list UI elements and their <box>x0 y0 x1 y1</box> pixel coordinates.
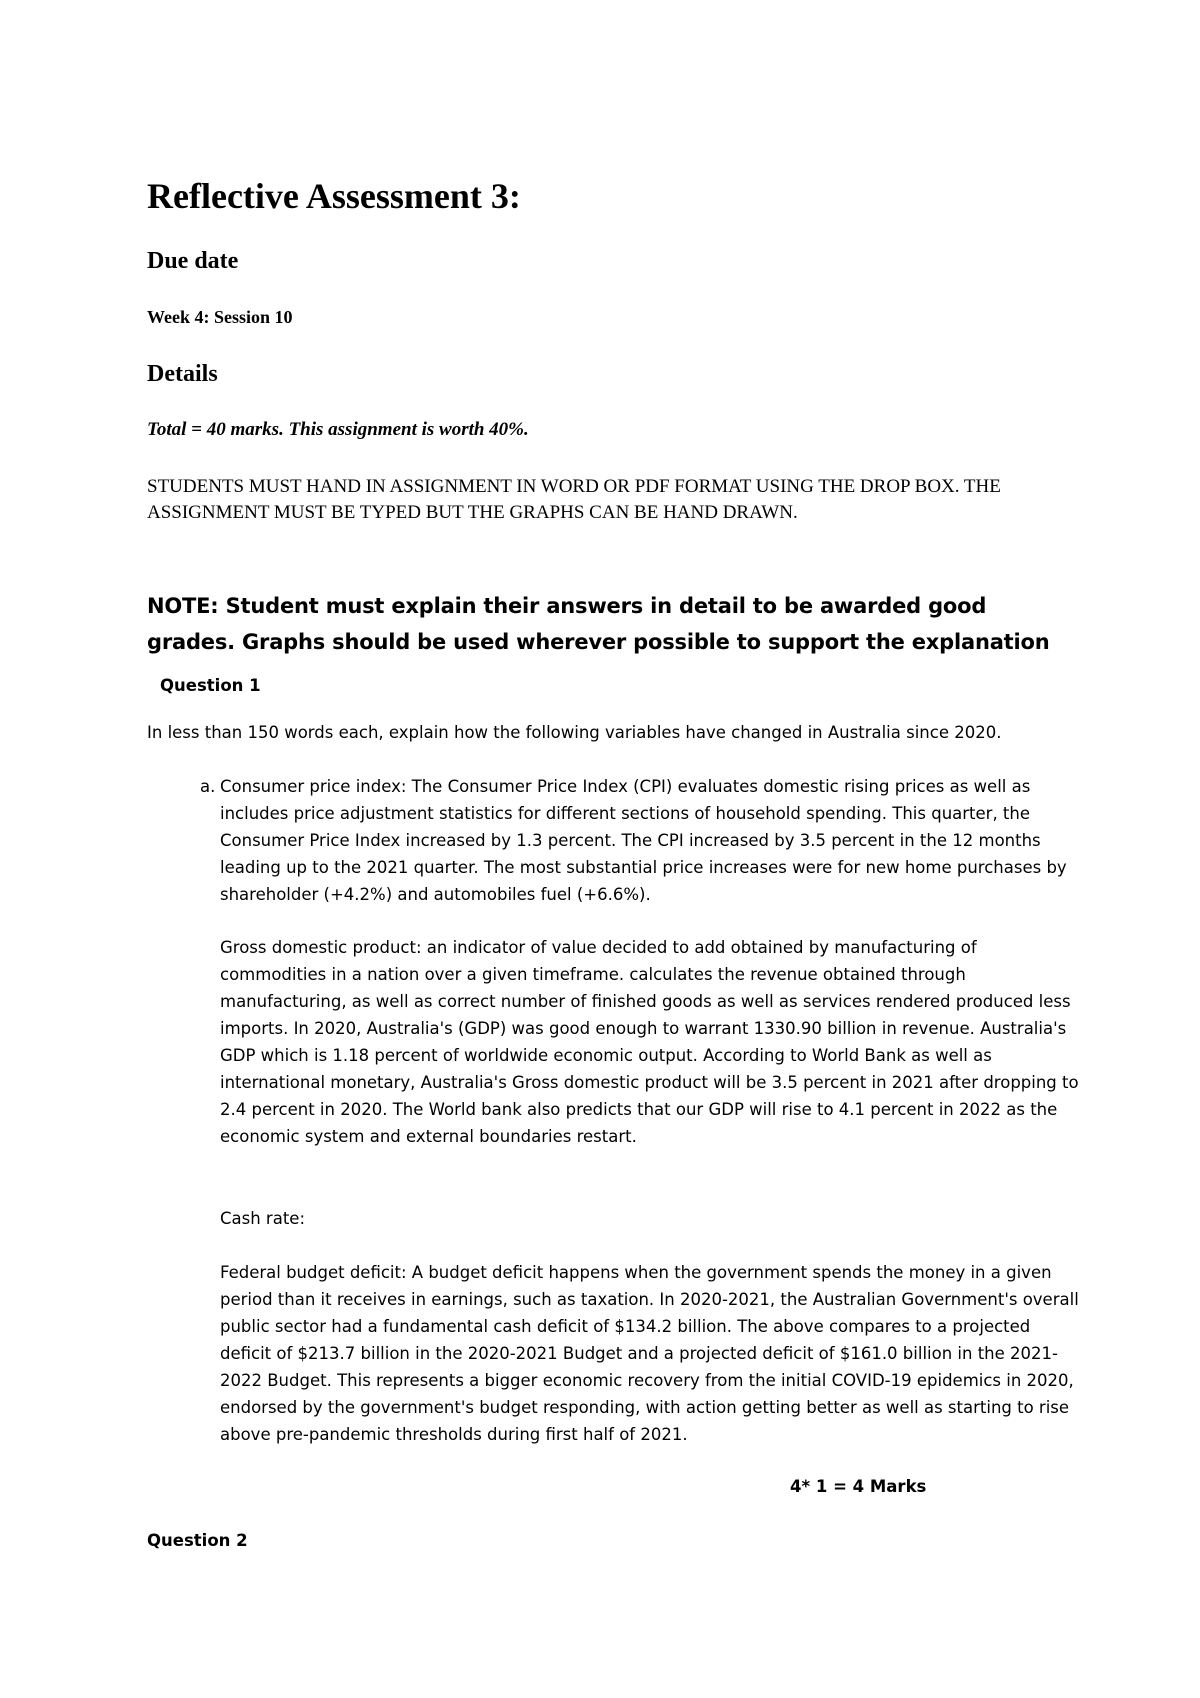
note-paragraph: NOTE: Student must explain their answers in detail to be awarded good grades. Graphs should be used wherever possible to support the explanation <box>147 594 1050 654</box>
marks-allocation: 4* 1 = 4 Marks <box>790 1477 927 1496</box>
budget-deficit-paragraph: Federal budget deficit: A budget deficit happens when the government spends the money in a given period than it receives in earnings, such as taxation. In 2020-2021, the Australian Government's overall public sector had a fundamental cash deficit of $134.2 billion. The above compares to a projected deficit of $213.7 billion in the 2020-2021 Budget and a projected deficit of $161.0 billion in the 2021-2022 Budget. This represents a bigger economic recovery from the initial COVID-19 epidemics in 2020, endorsed by the government's budget responding, with action getting better as well as starting to rise above pre-pandemic thresholds during first half of 2021. <box>220 1263 1079 1444</box>
document-title: Reflective Assessment 3: <box>147 176 521 216</box>
gdp-paragraph: Gross domestic product: an indicator of value decided to add obtained by manufacturing of commodities in a nation over a given timeframe. calculates the revenue obtained through manufacturing, as well as correct number of finished goods as well as services rendered produced less imports. In 2020, Australia's (GDP) was good enough to warrant 1330.90 billion in revenue. Australia's GDP which is 1.18 percent of worldwide economic output. According to World Bank as well as international monetary, Australia's Gross domestic product will be 3.5 percent in 2021 after dropping to 2.4 percent in 2020. The World bank also predicts that our GDP will rise to 4.1 percent in 2022 as the economic system and external boundaries restart. <box>220 938 1079 1146</box>
total-marks-line: Total = 40 marks. This assignment is worth 40%. <box>147 419 529 440</box>
submission-instructions: STUDENTS MUST HAND IN ASSIGNMENT IN WORD OR PDF FORMAT USING THE DROP BOX. THE ASSIGNMENT MUST BE TYPED BUT THE GRAPHS CAN BE HAND DRAWN. <box>147 476 1001 523</box>
list-item-marker: a. <box>200 777 216 796</box>
due-date-heading: Due date <box>147 248 239 274</box>
question-1-intro: In less than 150 words each, explain how the following variables have changed in Australia since 2020. <box>147 723 1002 742</box>
cash-rate-paragraph: Cash rate: <box>220 1209 306 1228</box>
cpi-paragraph: Consumer price index: The Consumer Price Index (CPI) evaluates domestic rising prices as well as includes price adjustment statistics for different sections of household spending. This quarter, the Consumer Price Index increased by 1.3 percent. The CPI increased by 3.5 percent in the 12 months leading up to the 2021 quarter. The most substantial price increases were for new home purchases by shareholder (+4.2%) and automobiles fuel (+6.6%). <box>220 777 1067 904</box>
question-1-heading: Question 1 <box>160 676 261 695</box>
due-date-value: Week 4: Session 10 <box>147 307 293 327</box>
question-2-heading: Question 2 <box>147 1531 248 1550</box>
details-heading: Details <box>147 361 218 387</box>
